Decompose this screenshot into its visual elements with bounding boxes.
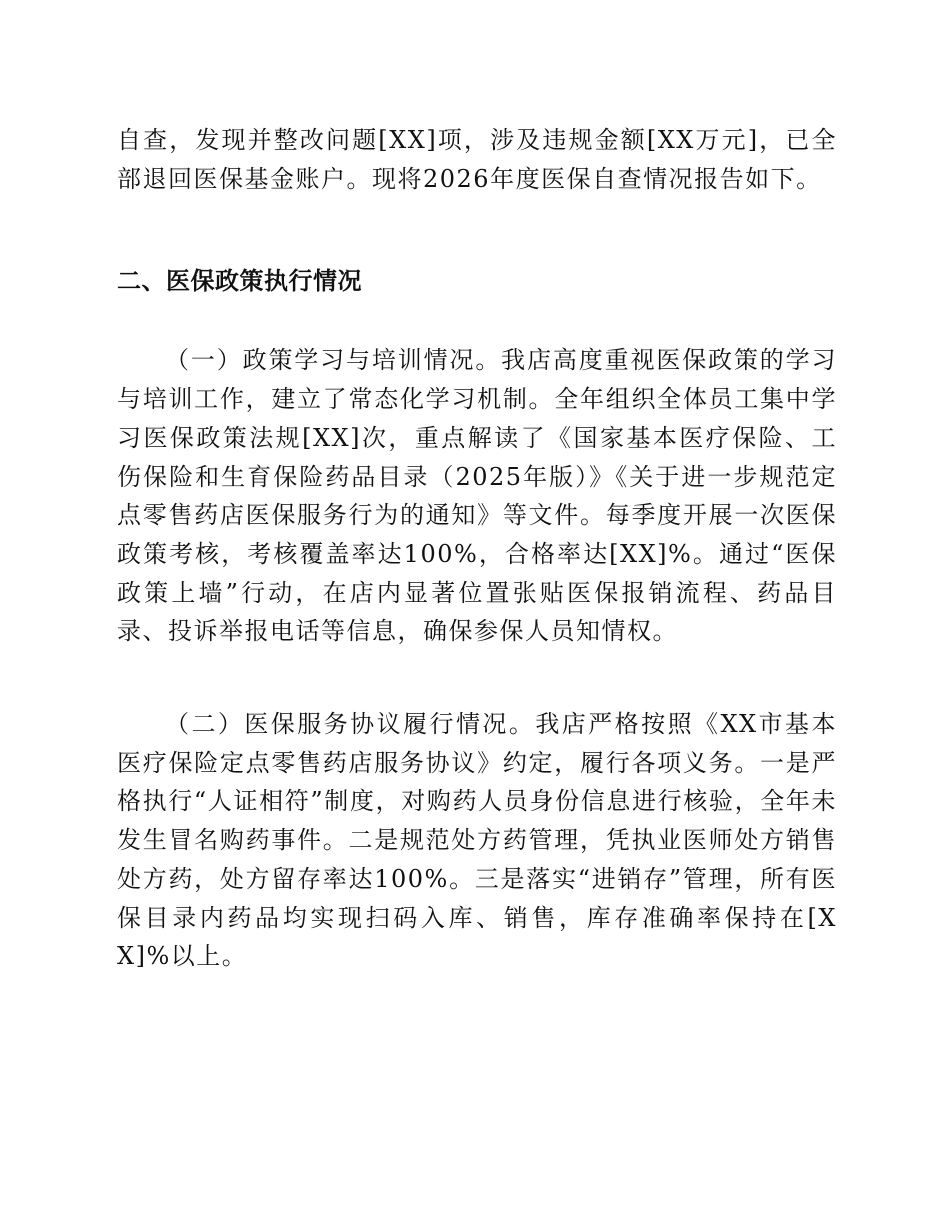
intro-paragraph: 自查，发现并整改问题[XX]项，涉及违规金额[XX万元]，已全部退回医保基金账户。现将2026年度医保自查情况报告如下。 (117, 126, 837, 193)
section-heading: 二、医保政策执行情况 (117, 267, 362, 296)
service-agreement-paragraph: （二）医保服务协议履行情况。我店严格按照《XX市基本医疗保险定点零售药店服务协议》约定，履行各项义务。一是严格执行“人证相符”制度，对购药人员身份信息进行核验，全年未发生冒名购药事件。二是规范处方药管理，凭执业医师处方销售处方药，处方留存率达100%。三是落实“进销存”管理，所有医保目录内药品均实现扫码入库、销售，库存准确率保持在[XX]%以上。 (117, 710, 837, 971)
document-body (117, 121, 837, 976)
policy-study-paragraph: （一）政策学习与培训情况。我店高度重视医保政策的学习与培训工作，建立了常态化学习机制。全年组织全体员工集中学习医保政策法规[XX]次，重点解读了《国家基本医疗保险、工伤保险和生育保险药品目录（2025年版）》《关于进一步规范定点零售药店医保服务行为的通知》等文件。每季度开展一次医保政策考核，考核覆盖率达100%，合格率达[XX]%。通过“医保政策上墙”行动，在店内显著位置张贴医保报销流程、药品目录、投诉举报电话等信息，确保参保人员知情权。 (117, 346, 837, 646)
